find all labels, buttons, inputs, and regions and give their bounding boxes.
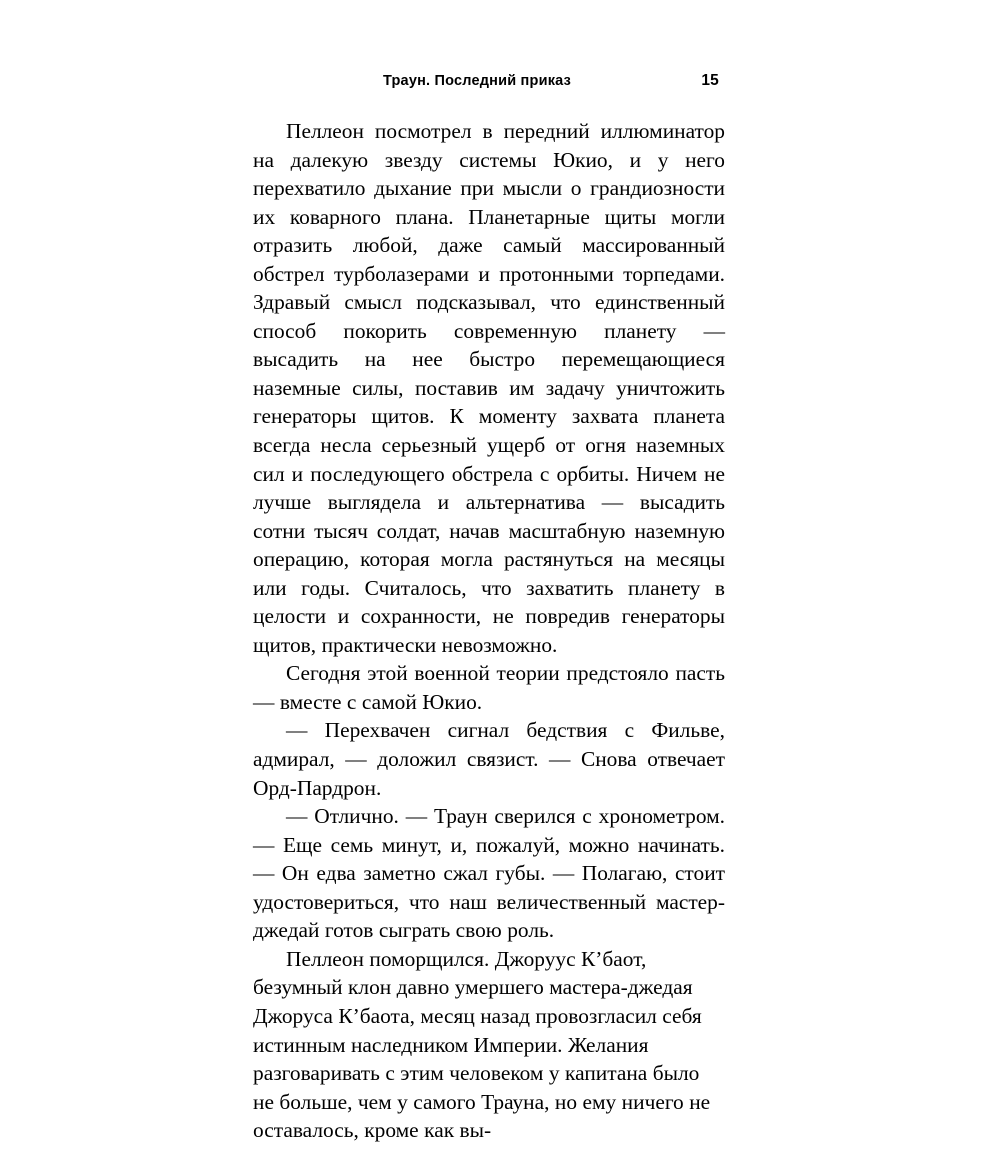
running-head-title: Траун. Последний приказ <box>383 73 571 89</box>
running-head <box>253 72 719 96</box>
paragraph: Пеллеон поморщился. Джоруус К’баот, безумный клон давно умершего мастера-джедая Джоруса К’баота, месяц назад провозгласил себя истинным наследником Империи. Желания разговаривать с этим человеком у капитана было не больше, чем у самого Трауна, но ему ничего не оставалось, кроме как вы- <box>253 946 711 1143</box>
dialogue-paragraph: — Перехвачен сигнал бедствия с Фильве, адмирал, — доложил связист. — Снова отвечает Орд-Пардрон. <box>253 718 725 800</box>
paragraph: Сегодня этой военной теории предстояло пасть — вместе с самой Юкио. <box>253 661 725 714</box>
page-number: 15 <box>701 72 719 89</box>
dialogue-paragraph: — Отлично. — Траун сверился с хронометром. — Еще семь минут, и, пожалуй, можно начинать. — Он едва заметно сжал губы. — Полагаю, стоит удостовериться, что наш величественный мастер-джедай готов сыграть свою роль. <box>253 804 725 943</box>
paragraph: Пеллеон посмотрел в передний иллюминатор на далекую звезду системы Юкио, и у него перехватило дыхание при мысли о грандиозности их коварного плана. Планетарные щиты могли отразить любой, даже самый массированный обстрел турболазерами и протонными торпедами. Здравый смысл подсказывал, что единственный способ покорить современную планету — высадить на нее быстро перемещающиеся наземные силы, поставив им задачу уничтожить генераторы щитов. К моменту захвата планета всегда несла серьезный ущерб от огня наземных сил и последующего обстрела с орбиты. Ничем не лучше выглядела и альтернатива — высадить сотни тысяч солдат, начав масштабную наземную операцию, которая могла растянуться на месяцы или годы. Считалось, что захватить планету в целости и сохранности, не повредив генераторы щитов, практически невозможно. <box>253 119 725 657</box>
body-text-block <box>253 117 725 1173</box>
